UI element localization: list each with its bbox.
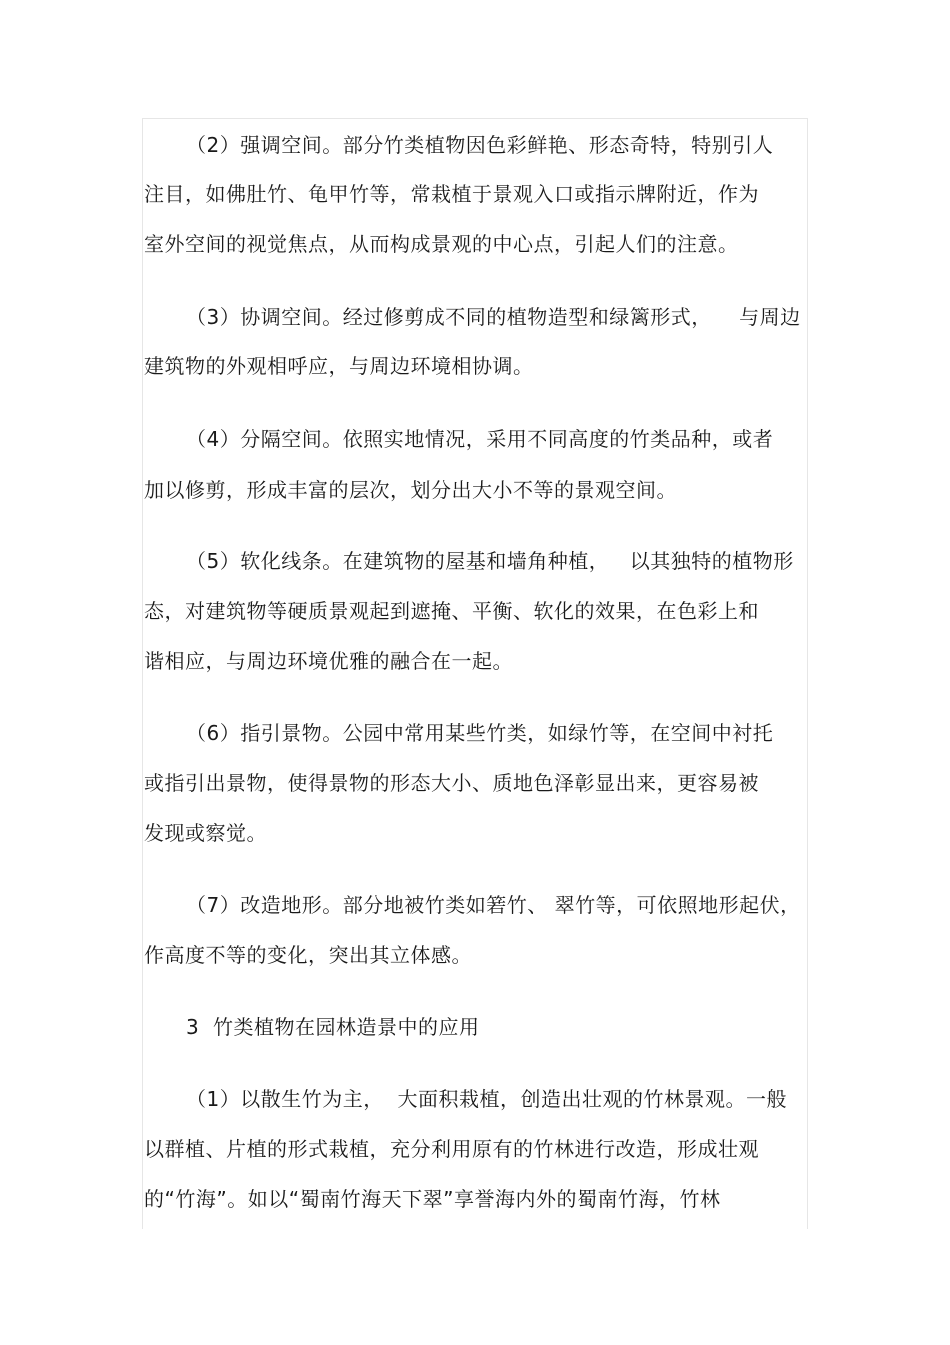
text-line: 室外空间的视觉焦点，从而构成景观的中心点，引起人们的注意。 xyxy=(144,232,739,256)
section-heading: 3 竹类植物在园林造景中的应用 xyxy=(186,1015,480,1039)
text-line: （2）强调空间。部分竹类植物因色彩鲜艳、形态奇特，特别引人 xyxy=(186,133,774,157)
text-line: 谐相应，与周边环境优雅的融合在一起。 xyxy=(144,649,513,673)
text-line: 加以修剪，形成丰富的层次，划分出大小不等的景观空间。 xyxy=(144,478,677,502)
text-line: 建筑物的外观相呼应，与周边环境相协调。 xyxy=(144,354,534,378)
text-line: 的“竹海”。如以“蜀南竹海天下翠”享誉海内外的蜀南竹海，竹林 xyxy=(144,1187,721,1211)
text-line: 作高度不等的变化，突出其立体感。 xyxy=(144,943,472,967)
text-line: （4）分隔空间。依照实地情况，采用不同高度的竹类品种，或者 xyxy=(186,427,774,451)
text-line: 注目，如佛肚竹、龟甲竹等，常栽植于景观入口或指示牌附近，作为 xyxy=(144,182,759,206)
text-line: 以群植、片植的形式栽植，充分利用原有的竹林进行改造，形成壮观 xyxy=(144,1137,759,1161)
text-line: 或指引出景物，使得景物的形态大小、质地色泽彰显出来，更容易被 xyxy=(144,771,759,795)
text-line: （7）改造地形。部分地被竹类如箬竹、 翠竹等，可依照地形起伏， xyxy=(186,893,801,917)
text-line: 发现或察觉。 xyxy=(144,821,267,845)
text-line: 态，对建筑物等硬质景观起到遮掩、平衡、软化的效果，在色彩上和 xyxy=(144,599,759,623)
text-line: （5）软化线条。在建筑物的屋基和墙角种植， 以其独特的植物形 xyxy=(186,549,794,573)
text-line: （3）协调空间。经过修剪成不同的植物造型和绿篱形式， 与周边 xyxy=(186,305,801,329)
text-line: （1）以散生竹为主， 大面积栽植，创造出壮观的竹林景观。一般 xyxy=(186,1087,787,1111)
text-line: （6）指引景物。公园中常用某些竹类，如绿竹等，在空间中衬托 xyxy=(186,721,774,745)
